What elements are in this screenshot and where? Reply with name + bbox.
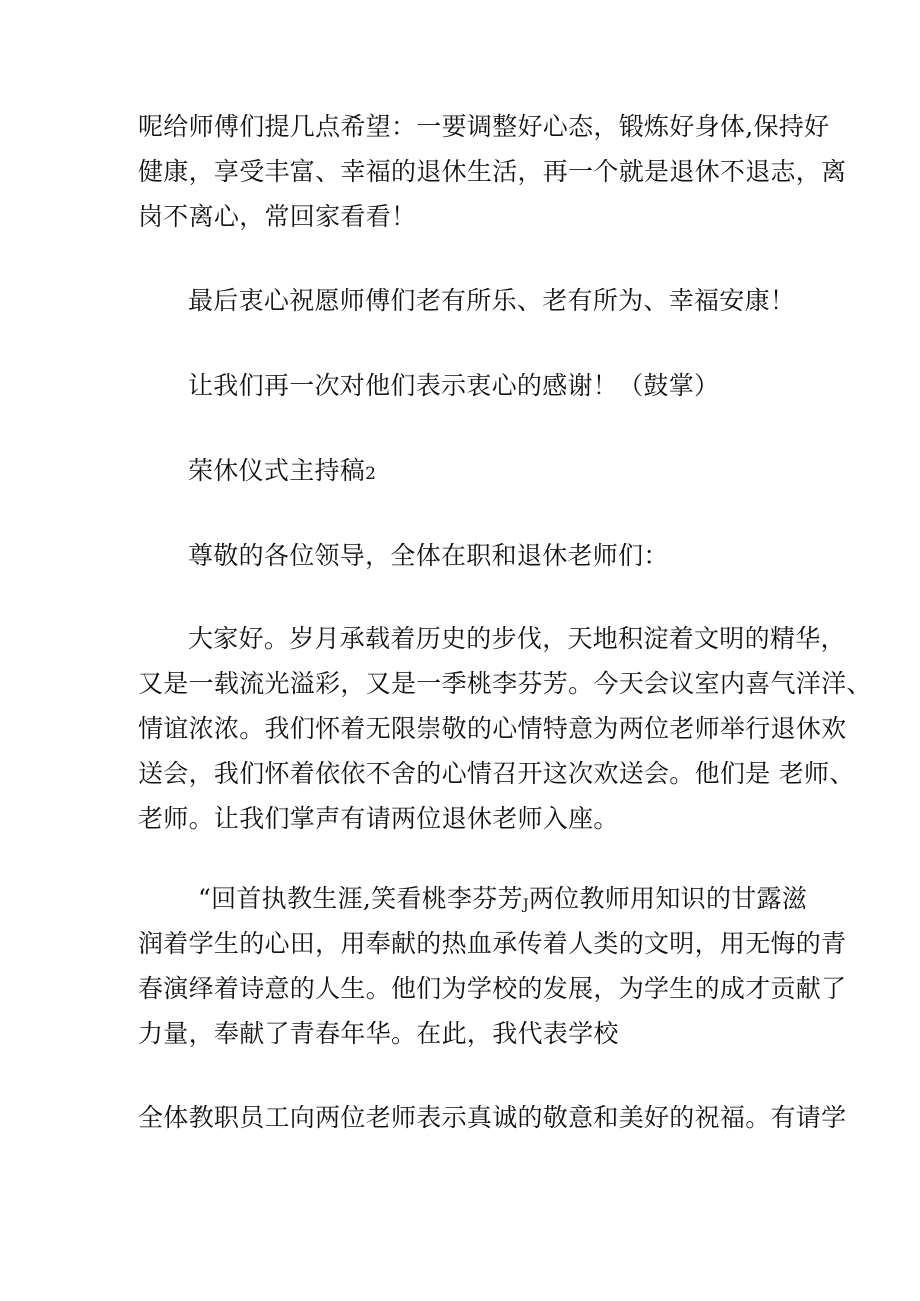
paragraph-5-line-1-start: “回首执教生涯,笑看桃李芬芳 [198, 884, 523, 913]
section-title-text: 荣休仪式主持稿 [188, 456, 366, 485]
section-title-number: 2 [365, 464, 377, 484]
paragraph-1-line-2: 健康，享受丰富、幸福的退休生活，再一个就是退休不退志，离 [138, 157, 847, 186]
paragraph-5-line-4: 力量，奉献了青春年华。在此，我代表学校 [138, 1019, 619, 1048]
paragraph-4-line-3: 情谊浓浓。我们怀着无限崇敬的心情特意为两位老师举行退休欢 [138, 714, 847, 743]
paragraph-2: 最后衷心祝愿师傅们老有所乐、老有所为、幸福安康！ [188, 286, 796, 315]
paragraph-4-line-5: 老师。让我们掌声有请两位退休老师入座。 [138, 804, 619, 833]
paragraph-6: 全体教职员工向两位老师表示真诚的敬意和美好的祝福。有请学 [138, 1103, 847, 1132]
paragraph-1-line-1: 呢给师傅们提几点希望：一要调整好心态，锻炼好身体,保持好 [138, 112, 830, 141]
paragraph-5-line-2: 润着学生的心田，用奉献的热血承传着人类的文明，用无悔的青 [138, 929, 847, 958]
paragraph-5-line-3: 春演绎着诗意的人生。他们为学校的发展，为学生的成才贡献了 [138, 974, 847, 1003]
paragraph-5-line-1-end: 两位教师用知识的甘露滋 [528, 884, 808, 913]
paragraph-5-line-1 [198, 884, 807, 918]
section-title [188, 456, 376, 489]
paragraph-4-line-2: 又是一载流光溢彩，又是一季桃李芬芳。今天会议室内喜气洋洋、 [138, 669, 872, 698]
paragraph-3: 让我们再一次对他们表示衷心的感谢！（鼓掌） [188, 371, 720, 400]
paragraph-1-line-3: 岗不离心，常回家看看！ [138, 202, 417, 231]
paragraph-4-line-1: 大家好。岁月承载着历史的步伐，天地积淀着文明的精华， [188, 624, 846, 653]
salutation: 尊敬的各位领导，全体在职和退休老师们： [188, 541, 669, 570]
paragraph-5-stray-mark: J [522, 897, 529, 913]
paragraph-4-line-4: 送会，我们怀着依依不舍的心情召开这次欢送会。他们是 老师、 [138, 759, 855, 788]
